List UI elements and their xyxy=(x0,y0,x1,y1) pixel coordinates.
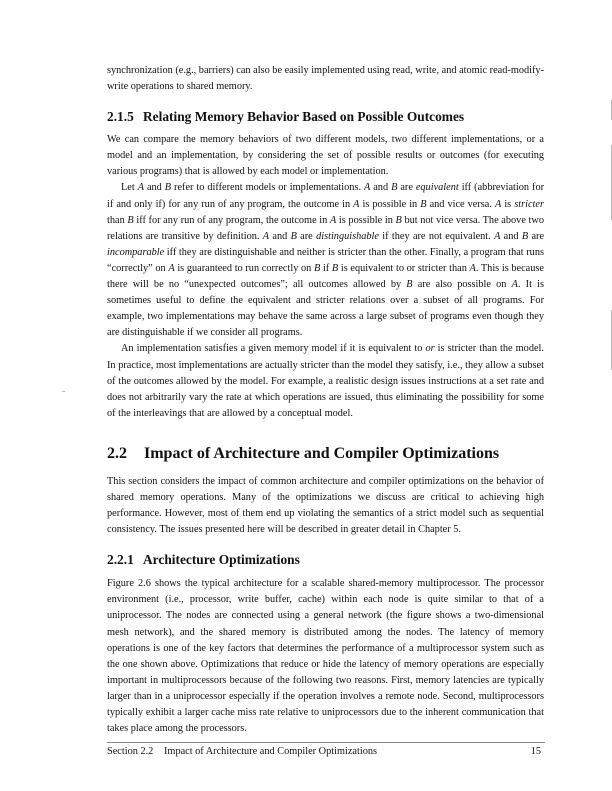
section-2-1-5-heading xyxy=(107,108,544,126)
section-2-1-5-paragraph-2: Let A and B refer to different models or implementations. A and B are equivalent iff (abbreviation for if and only if) for any run of any program, the outcome in A is possible in B and vice versa. A is stricter than B iff for any run of any program, the outcome in A is possible in B but not vice versa. The above two relations are transitive by definition. A and B are distinguishable if they are not equivalent. A and B are incomparable iff they are distinguishable and neither is stricter than the other. Finally, a program that runs “correctly” on A is guaranteed to run correctly on B if B is equivalent to or stricter than A. This is because there will be no “unexpected outcomes”; all outcomes allowed by B are also possible on A. It is sometimes useful to define the equivalent and stricter relations over a subset of all programs. For example, two implementations may behave the same across a large subset of programs even though they are distinguishable if we consider all programs. xyxy=(107,182,545,339)
scan-speck xyxy=(62,391,65,392)
page-body xyxy=(107,63,544,737)
section-2-2-heading xyxy=(107,444,544,464)
section-2-2-1-heading xyxy=(107,551,544,569)
section-number: 2.1.5 xyxy=(107,109,134,125)
page-footer xyxy=(107,742,545,757)
section-2-1-5-paragraph-1: We can compare the memory behaviors of two different models, two different implementations, or a model and an implementation, by considering the set of possible results or outcomes (for executing various programs) that is allowed by each model or implementation. xyxy=(107,134,544,178)
section-number: 2.2 xyxy=(107,444,127,462)
footer-section-label: Section 2.2 xyxy=(107,746,154,757)
footer-section-title: Impact of Architecture and Compiler Optimizations xyxy=(164,746,378,757)
section-title: Impact of Architecture and Compiler Optimizations xyxy=(144,444,500,462)
section-number: 2.2.1 xyxy=(107,552,134,568)
intro-paragraph: synchronization (e.g., barriers) can also be easily implemented using read, write, and atomic read-modify-write operations to shared memory. xyxy=(107,65,544,93)
running-footer xyxy=(107,746,377,757)
section-title: Architecture Optimizations xyxy=(143,552,300,568)
page-number: 15 xyxy=(530,746,541,757)
section-2-1-5-paragraph-3: An implementation satisfies a given memory model if it is equivalent to or is stricter than the model. In practice, most implementations are actually stricter than the model they satisfy, i.e., they allow a subset of the outcomes allowed by the model. For example, a realistic design issues instructions at a set rate and does not arbitrarily vary the rate at which operations are issued, thus eliminating the possibility for some of the interleavings that are allowed by a conceptual model. xyxy=(107,343,544,419)
section-2-2-1-paragraph-1: Figure 2.6 shows the typical architecture for a scalable shared-memory multiprocessor. The processor environment (i.e., processor, write buffer, cache) within each node is quite similar to that of a uniprocessor. The nodes are connected using a general network (the figure shows a two-dimensional mesh network), and the shared memory is distributed among the nodes. The latency of memory operations is one of the key factors that determines the performance of a multiprocessor system such as the one shown above. Optimizations that reduce or hide the latency of memory operations are especially important in multiprocessors because of the following two reasons. First, memory latencies are typically larger than in a uniprocessor especially if the operation involves a remote node. Second, multiprocessors typically exhibit a larger cache miss rate relative to uniprocessors due to the inherent communication that takes place among the processors. xyxy=(107,578,544,735)
section-title: Relating Memory Behavior Based on Possible Outcomes xyxy=(143,109,465,125)
section-2-2-paragraph-1: This section considers the impact of common architecture and compiler optimizations on the behavior of shared memory operations. Many of the optimizations we discuss are critical to achieving high performance. However, most of them end up violating the semantics of a strict model such as sequential consistency. The issues presented here will be described in greater detail in Chapter 5. xyxy=(107,475,544,536)
